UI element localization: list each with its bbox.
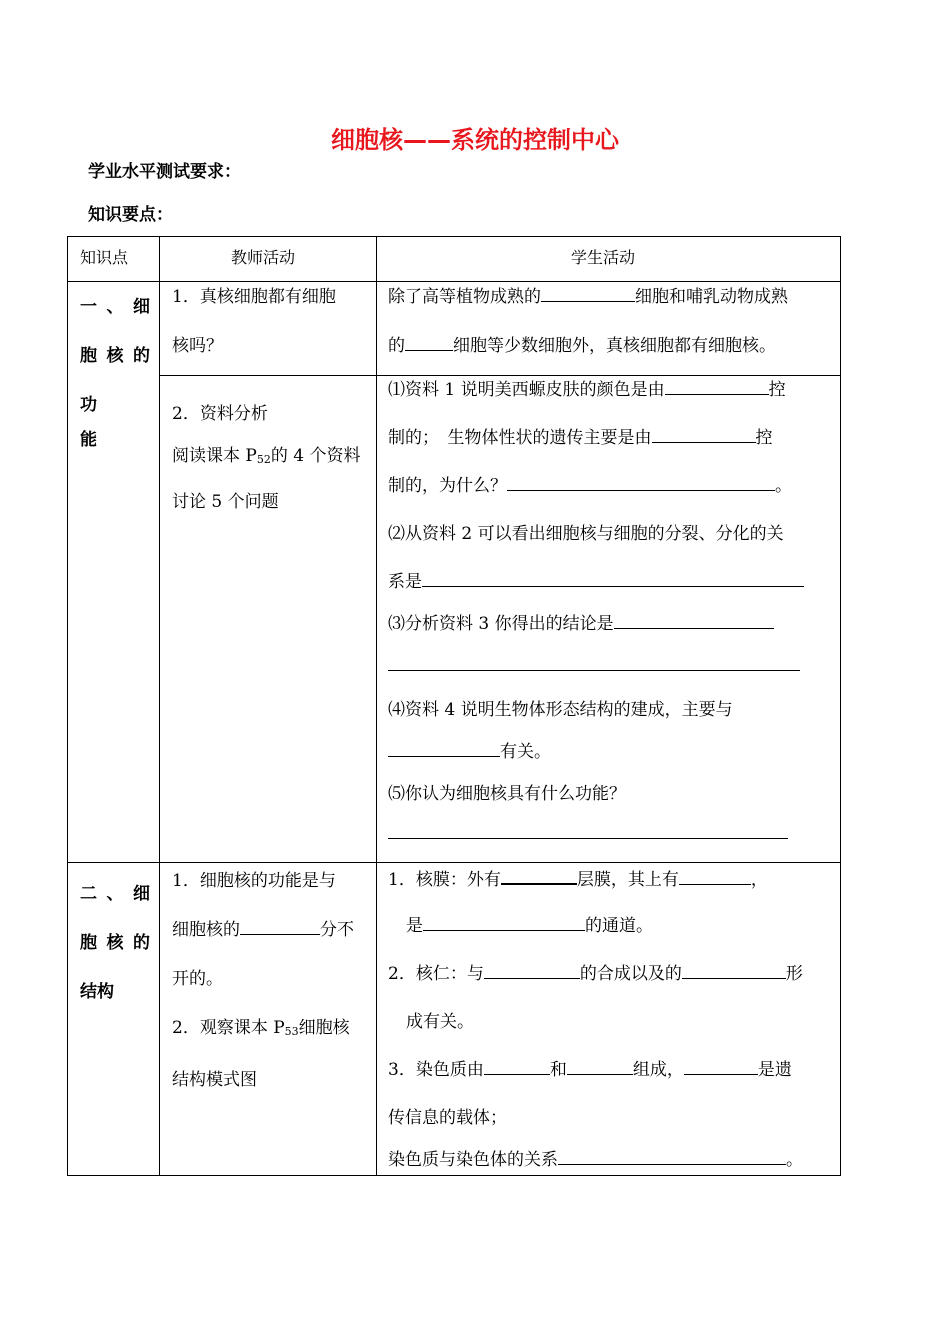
blank-line[interactable] <box>567 1057 633 1075</box>
blank-line[interactable] <box>422 569 804 587</box>
blank-line[interactable] <box>388 739 500 757</box>
blank-line[interactable] <box>388 821 788 839</box>
section2-teacher-activity: 1．细胞核的功能是与 细胞核的 分不 开的。 2．观察课本 P53细胞核 结构模式图 <box>172 871 354 1090</box>
section2-student-activity: 1．核膜：外有 层膜，其上有 ， 是 的通道。 2．核仁：与 的合成以及的 形 成有关。 3．染色质由 和 组成， 是遗 传信息的载体； 染色质与染色体的关系 。 <box>388 857 833 1183</box>
column-divider <box>159 237 160 1175</box>
blank-line[interactable] <box>501 866 577 885</box>
blank-line[interactable] <box>405 333 453 351</box>
section1-teacher-activity-1: 1．真核细胞都有细胞 核吗？ <box>172 287 336 356</box>
blank-line[interactable] <box>484 1057 550 1075</box>
blank-line[interactable] <box>240 917 320 935</box>
blank-line[interactable] <box>558 1147 786 1165</box>
column-divider <box>376 237 377 1175</box>
blank-line[interactable] <box>682 961 786 979</box>
section1-knowledge-point: 一 、 细 胞 核 的 功 能 <box>80 297 150 450</box>
blank-line[interactable] <box>484 961 580 979</box>
key-points-heading: 知识要点： <box>88 205 173 225</box>
blank-line[interactable] <box>684 1057 758 1075</box>
section1-student-activity-1: 除了高等植物成熟的 细胞和哺乳动物成熟 的 细胞等少数细胞外，真核细胞都有细胞核。 <box>388 273 788 371</box>
section2-knowledge-point: 二 、 细 胞 核 的 结构 <box>80 884 150 1002</box>
section1-teacher-activity-2: 2．资料分析 阅读课本 P52的 4 个资料 讨论 5 个问题 <box>172 404 361 512</box>
blank-line[interactable] <box>614 611 774 629</box>
blank-line[interactable] <box>541 284 635 302</box>
blank-line[interactable] <box>679 867 751 885</box>
blank-line[interactable] <box>388 653 800 671</box>
blank-line[interactable] <box>652 425 756 443</box>
blank-line[interactable] <box>507 473 775 491</box>
header-teacher-activity: 教师活动 <box>231 248 296 267</box>
page-title: 细胞核——系统的控制中心 <box>331 126 619 154</box>
header-student-activity: 学生活动 <box>571 248 636 267</box>
blank-line[interactable] <box>423 913 585 931</box>
blank-line[interactable] <box>665 377 769 395</box>
header-knowledge-point: 知识点 <box>80 248 129 267</box>
requirement-heading: 学业水平测试要求： <box>88 162 241 182</box>
section1-student-activity-2: ⑴资料 1 说明美西螈皮肤的颜色是由 控 制的； 生物体性状的遗传主要是由 控 制的，为什么？ 。 ⑵从资料 2 可以看出细胞核与细胞的分裂、分化的关 系是 ⑶分析资料 3 你得出的结论是 ⑷资料 4 说明生物体形态结构的建成，主要与 有关。 ⑸你认为细胞核具有什么功能？ <box>388 367 833 857</box>
knowledge-table <box>67 236 841 1176</box>
